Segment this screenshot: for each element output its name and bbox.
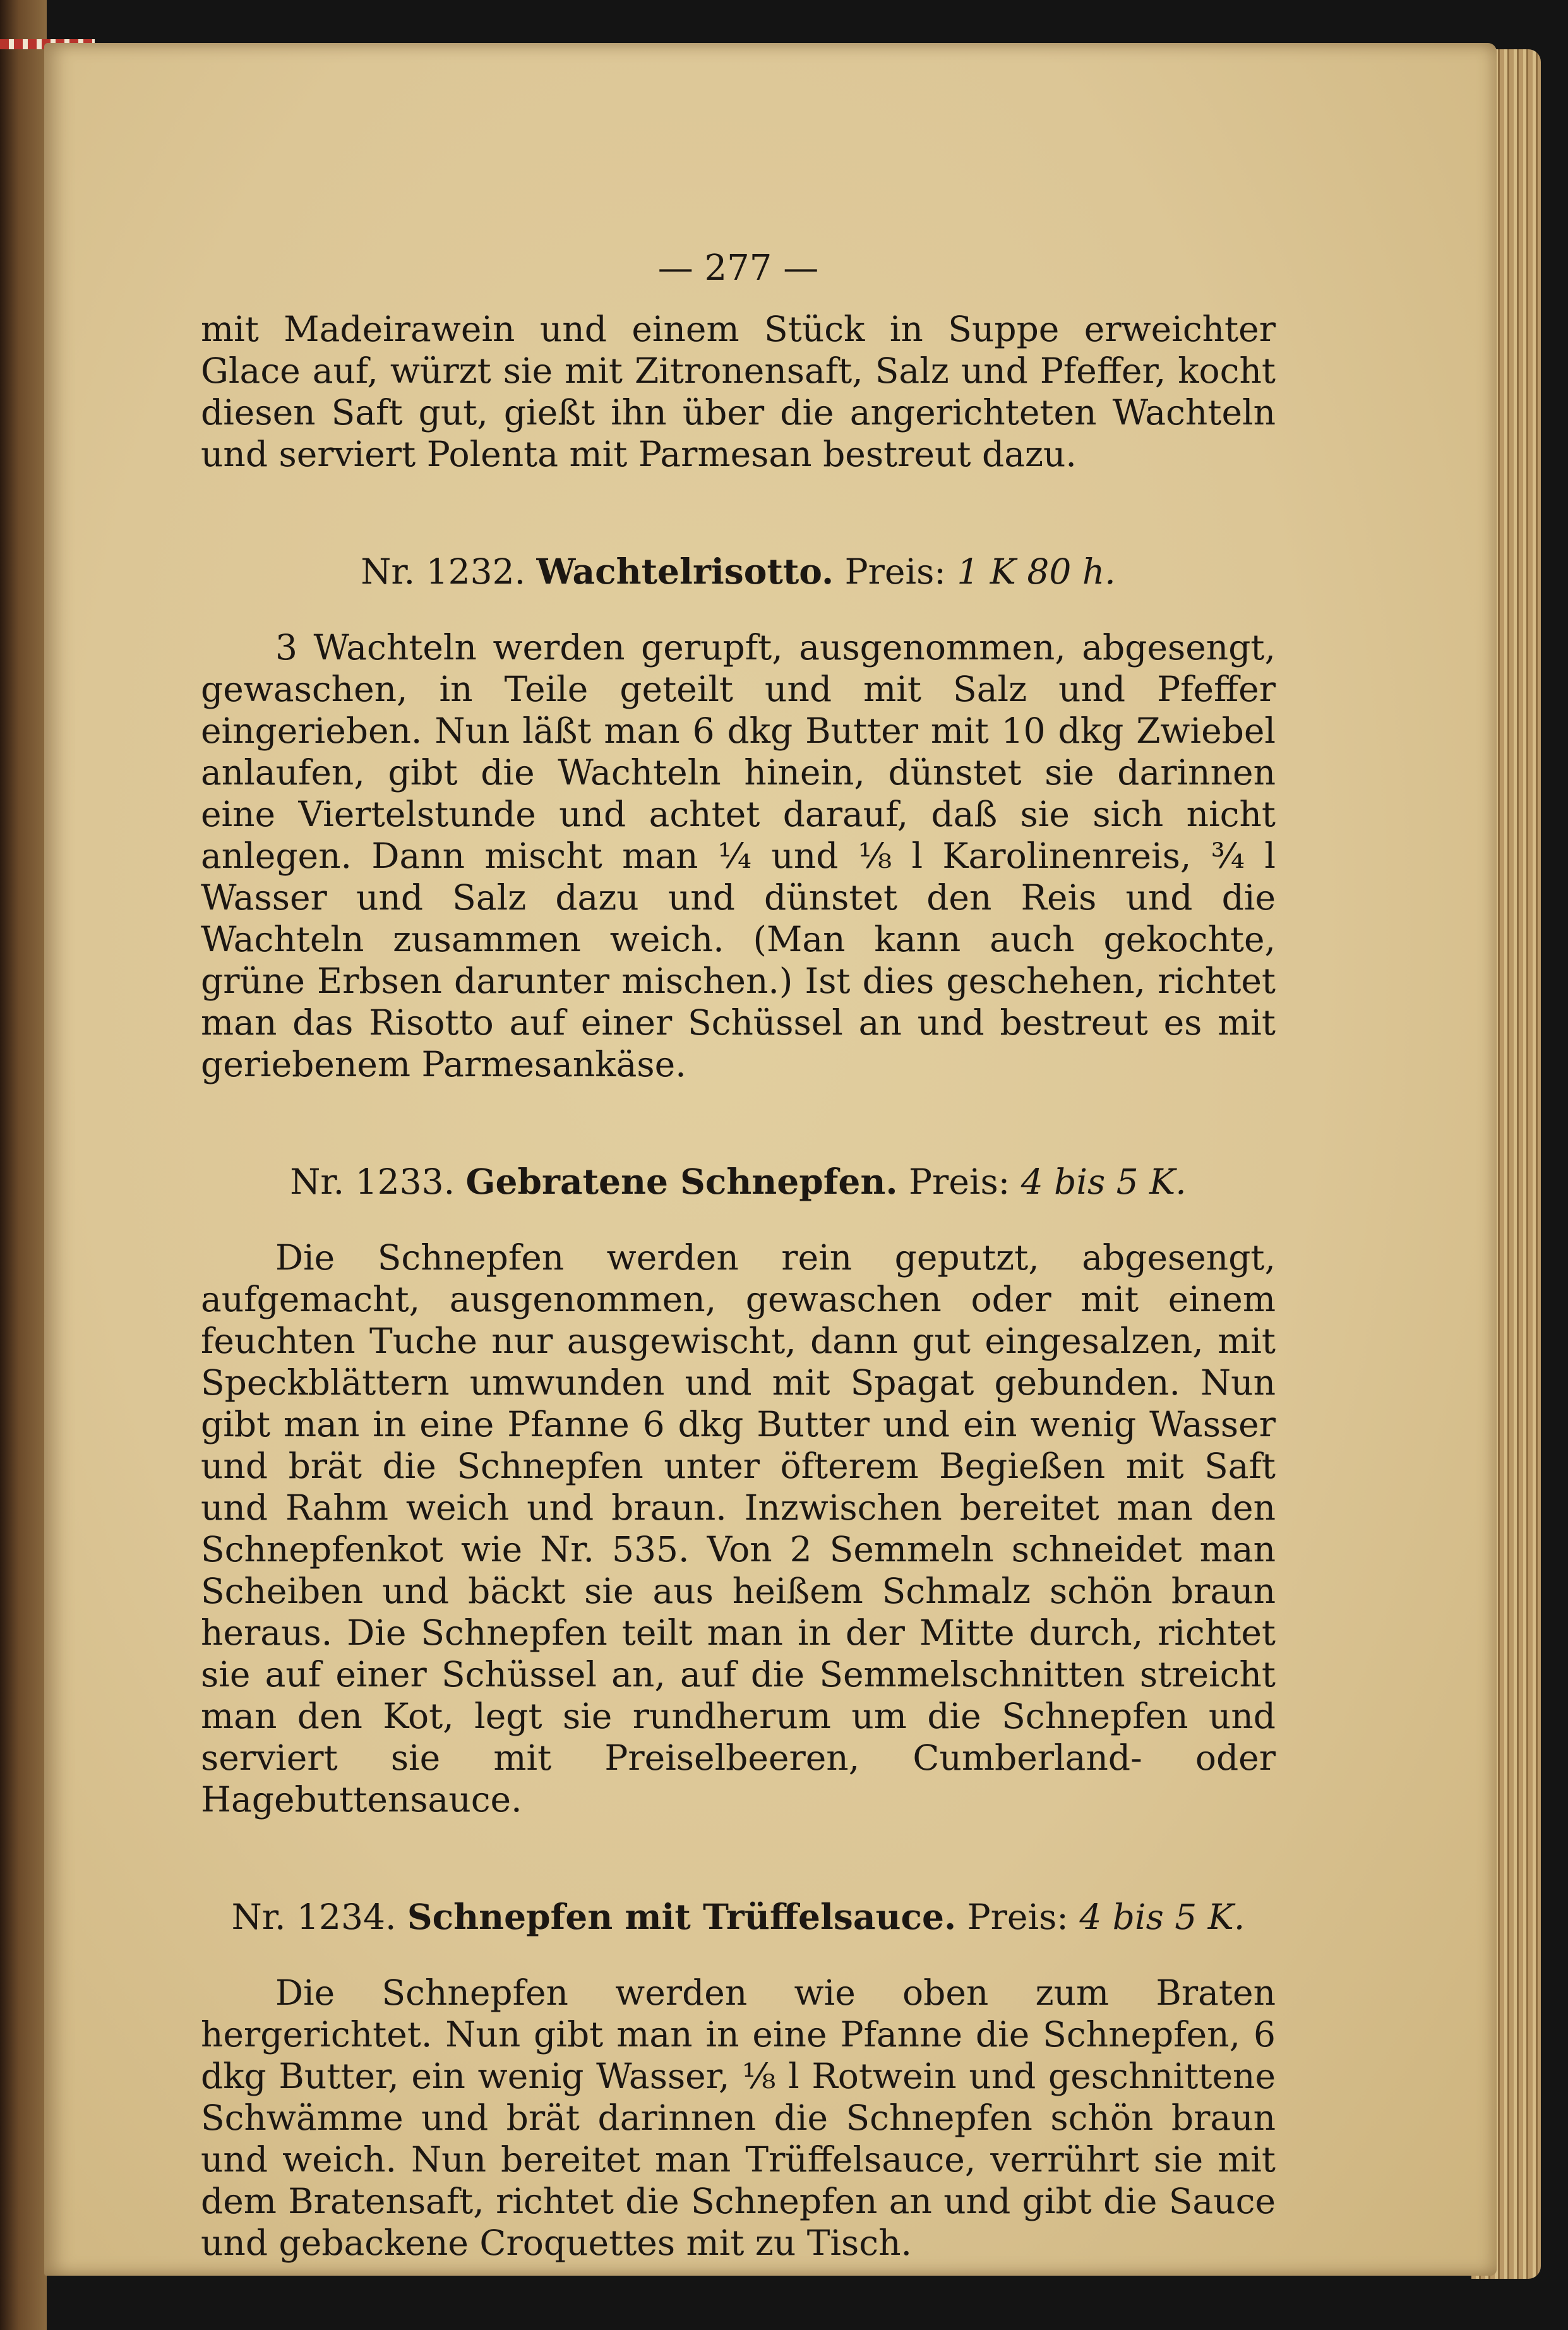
price-label: Preis: <box>967 1897 1068 1937</box>
recipe-heading-1234 <box>201 1896 1276 1938</box>
recipe-heading-1232 <box>201 551 1276 592</box>
recipe-heading-1233 <box>201 1161 1276 1203</box>
recipe-text-1234: Die Schnepfen werden wie oben zum Braten hergerichtet. Nun gibt man in eine Pfanne die Schnepfen, 6 dkg Butter, ein wenig Wasser, ⅛ l Rotwein und geschnittene Schwämme und brät darinnen die Schnepfen schön braun und weich. Nun bereitet man Trüffelsauce, verrührt sie mit dem Bratensaft, richtet die Schnepfen an und gibt die Sauce und gebackene Croquettes mit zu Tisch. <box>201 1973 1276 2263</box>
intro-paragraph: mit Madeirawein und einem Stück in Suppe erweichter Glace auf, würzt sie mit Zitronensaft, Salz und Pfeffer, kocht diesen Saft gut, gießt ihn über die angerichteten Wachteln und serviert Polenta mit Parmesan bestreut dazu. <box>201 309 1276 474</box>
recipe-number: Nr. 1233. <box>290 1162 455 1202</box>
page-number: — 277 — <box>657 248 819 289</box>
price-label: Preis: <box>844 551 946 592</box>
facing-page-edge <box>0 0 47 2330</box>
recipe-price: 1 K 80 h. <box>957 551 1116 592</box>
recipe-title: Gebratene Schnepfen. <box>465 1161 898 1202</box>
recipe-price: 4 bis 5 K. <box>1020 1162 1187 1202</box>
recipe-number: Nr. 1232. <box>361 551 526 592</box>
page-text <box>201 248 1276 2264</box>
recipe-title: Schnepfen mit Trüffelsauce. <box>407 1896 957 1937</box>
recipe-title: Wachtelrisotto. <box>536 551 834 592</box>
recipe-text-1232: 3 Wachteln werden gerupft, ausgenommen, abgesengt, gewaschen, in Teile geteilt und mit Salz und Pfeffer eingerieben. Nun läßt man 6 dkg Butter mit 10 dkg Zwiebel anlaufen, gibt die Wachteln hinein, dünstet sie darinnen eine Viertelstunde und achtet darauf, daß sie sich nicht anlegen. Dann mischt man ¼ und ⅛ l Karolinenreis, ¾ l Wasser und Salz dazu und dünstet den Reis und die Wachteln zusammen weich. (Man kann auch gekochte, grüne Erbsen darunter mischen.) Ist dies geschehen, richtet man das Risotto auf einer Schüssel an und bestreut es mit geriebenem Parmesankäse. <box>201 627 1276 1084</box>
recipe-text-1233: Die Schnepfen werden rein geputzt, abgesengt, aufgemacht, ausgenommen, gewaschen oder mit einem feuchten Tuche nur ausgewischt, dann gut eingesalzen, mit Speckblättern umwunden und mit Spagat gebunden. Nun gibt man in eine Pfanne 6 dkg Butter und ein wenig Wasser und brät die Schnepfen unter öfterem Begießen mit Saft und Rahm weich und braun. Inzwischen bereitet man den Schnepfenkot wie Nr. 535. Von 2 Semmeln schneidet man Scheiben und bäckt sie aus heißem Schmalz schön braun heraus. Die Schnepfen teilt man in der Mitte durch, richtet sie auf einer Schüssel an, auf die Semmelschnitten streicht man den Kot, legt sie rundherum um die Schnepfen und serviert sie mit Preiselbeeren, Cumberland- oder Hagebuttensauce. <box>201 1237 1276 1820</box>
price-label: Preis: <box>909 1162 1010 1202</box>
recipe-number: Nr. 1234. <box>231 1897 397 1937</box>
recipe-price: 4 bis 5 K. <box>1079 1897 1245 1937</box>
